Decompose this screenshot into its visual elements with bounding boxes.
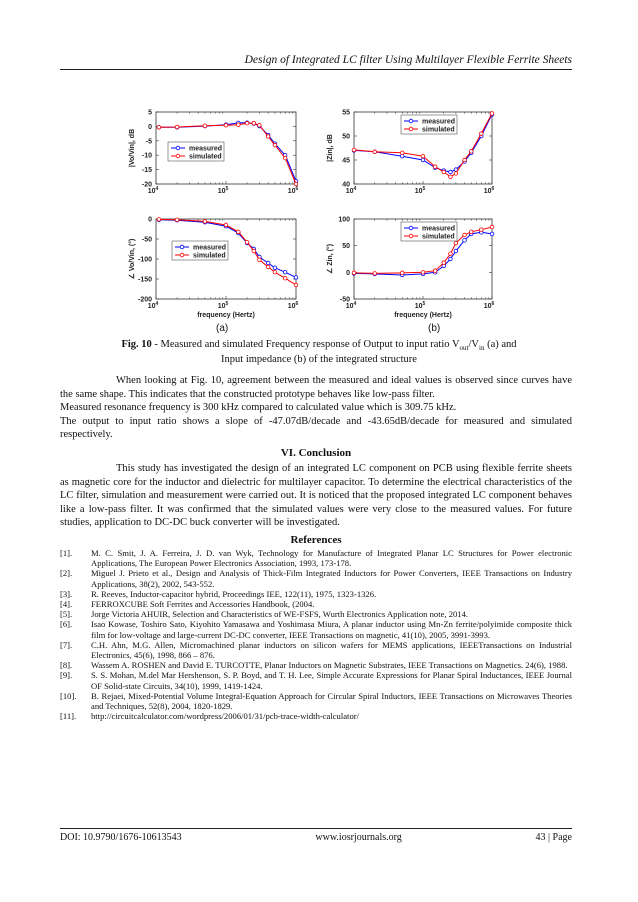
y-tick-label: -150 xyxy=(137,276,152,284)
data-point-simulated xyxy=(245,240,249,244)
legend-label: simulated xyxy=(422,126,455,134)
data-point-simulated xyxy=(237,230,241,234)
results-line-1: When looking at Fig. 10, agreement between the measured and ideal values is observed since curves have the same shape. This indicates that the constructed prototype behaves like low-pass filter. xyxy=(60,375,572,400)
data-point-simulated xyxy=(442,261,446,265)
legend-label: measured xyxy=(193,244,227,252)
data-point-simulated xyxy=(273,143,277,147)
data-point-measured xyxy=(273,266,277,270)
y-axis-label: ∠ Zin, (°) xyxy=(327,243,334,275)
reference-text: B. Rejaei, Mixed-Potential Volume Integral-Equation Approach for Circular Spiral Inductors, IEEE Transactions on Microwaves Theories and Techniques, 52(8), 2004, 1820-1829. xyxy=(91,690,572,712)
data-point-simulated xyxy=(433,165,437,169)
reference-number: [11]. xyxy=(60,711,77,722)
x-tick-label: $10^4$ xyxy=(345,186,357,195)
chart-ratio-phase xyxy=(128,217,299,320)
page-footer xyxy=(60,828,572,843)
y-tick-label: -50 xyxy=(339,296,350,304)
reference-item xyxy=(60,589,572,599)
sublabel-b: (b) xyxy=(428,323,441,334)
data-point-measured xyxy=(294,276,298,280)
data-point-simulated xyxy=(203,220,207,224)
data-point-simulated xyxy=(258,123,262,127)
reference-number: [5]. xyxy=(60,609,73,620)
y-tick-label: -15 xyxy=(141,167,152,175)
x-tick-label: $10^5$ xyxy=(414,186,426,195)
data-point-simulated xyxy=(480,132,484,136)
y-tick-label: 5 xyxy=(148,109,152,117)
legend-label: simulated xyxy=(189,153,222,161)
conclusion-text: This study has investigated the design of an integrated LC component on PCB using flexible ferrite sheets as magnetic core for the inductor and dielectric for multilayer capacitor. To determine the electrical characteristics of the LC filter, simulation and measurement were carried out. It is noticed that the proposed integrated LC component behaves like a low-pass filter. It was confirmed that the simulated values were very close to the measured values. For future studies, application to DC-DC buck converter will be investigated. xyxy=(60,463,572,528)
x-axis-label: frequency (Hertz) xyxy=(197,312,255,319)
data-point-simulated xyxy=(421,154,425,158)
data-point-simulated xyxy=(175,218,179,222)
reference-item xyxy=(60,670,572,690)
caption-line-2: Input impedance (b) of the integrated structure xyxy=(221,354,417,366)
legend-marker xyxy=(180,253,184,257)
x-tick-label: $10^6$ xyxy=(287,301,299,310)
data-point-simulated xyxy=(421,271,425,275)
x-tick-label: $10^5$ xyxy=(217,301,229,310)
y-tick-label: -5 xyxy=(145,138,152,146)
reference-item xyxy=(60,609,572,619)
reference-number: [8]. xyxy=(60,660,73,671)
reference-item xyxy=(60,640,572,660)
results-paragraph xyxy=(60,374,572,442)
data-point-simulated xyxy=(449,175,453,179)
caption-text2: (a) and xyxy=(484,339,517,350)
data-point-simulated xyxy=(224,223,228,227)
x-tick-label: $10^6$ xyxy=(483,301,495,310)
data-point-simulated xyxy=(224,123,228,127)
running-header xyxy=(60,54,572,70)
data-point-simulated xyxy=(400,151,404,155)
legend-marker xyxy=(176,154,180,158)
reference-list xyxy=(60,548,572,721)
reference-number: [3]. xyxy=(60,588,73,599)
y-tick-label: 55 xyxy=(342,109,350,117)
reference-number: [2]. xyxy=(60,568,73,579)
data-point-simulated xyxy=(203,124,207,128)
data-point-simulated xyxy=(454,172,458,176)
y-tick-label: -20 xyxy=(141,181,152,189)
data-point-simulated xyxy=(400,271,404,275)
data-point-simulated xyxy=(352,271,356,275)
x-axis-label: frequency (Hertz) xyxy=(394,312,452,319)
reference-item xyxy=(60,548,572,568)
y-tick-label: 40 xyxy=(342,181,350,189)
data-point-simulated xyxy=(283,276,287,280)
footer-page: 43 | Page xyxy=(535,832,572,843)
x-tick-label: $10^5$ xyxy=(414,301,426,310)
data-point-simulated xyxy=(252,249,256,253)
data-point-measured xyxy=(449,170,453,174)
legend-marker xyxy=(176,146,180,150)
reference-item xyxy=(60,691,572,711)
y-tick-label: -50 xyxy=(141,236,152,244)
section-title-conclusion: VI. Conclusion xyxy=(280,447,352,459)
y-axis-label: ∠ Vo/Vin, (°) xyxy=(129,238,136,280)
data-point-measured xyxy=(463,239,467,243)
reference-item xyxy=(60,660,572,670)
caption-text: - Measured and simulated Frequency response of Output to input ratio V xyxy=(151,339,460,350)
y-axis-label: |Vo/Vin|, dB xyxy=(129,128,136,168)
y-tick-label: 50 xyxy=(342,243,350,251)
data-point-simulated xyxy=(283,156,287,160)
chart-impedance-mag xyxy=(327,110,495,196)
reference-item xyxy=(60,619,572,639)
legend-marker xyxy=(409,119,413,123)
reference-number: [10]. xyxy=(60,690,77,701)
data-point-simulated xyxy=(449,252,453,256)
data-point-simulated xyxy=(469,230,473,234)
data-point-simulated xyxy=(266,135,270,139)
data-point-simulated xyxy=(490,112,494,116)
data-point-simulated xyxy=(273,270,277,274)
chart-impedance-phase xyxy=(326,217,495,320)
reference-text: M. C. Smit, J. A. Ferreira, J. D. van Wyk, Technology for Manufacture of Integrated Planar LC Structures for Power electronic Applications, The European Power Electronics Association, 1993, 173-178. xyxy=(91,548,572,569)
reference-text: Jorge Victoria AHUIR, Selection and Characteristics of WE-FSFS, Wurth Electronics Application note, 2014. xyxy=(91,609,469,620)
y-tick-label: -200 xyxy=(137,296,152,304)
results-line-3: The output to input ratio shows a slope of -47.07dB/decade and -43.65dB/decade for measured and simulated respectively. xyxy=(60,415,572,440)
y-tick-label: 0 xyxy=(346,269,350,277)
figure-caption xyxy=(100,339,538,366)
y-tick-label: 0 xyxy=(148,123,152,131)
data-point-simulated xyxy=(294,182,298,186)
data-point-simulated xyxy=(294,283,298,287)
data-point-measured xyxy=(283,270,287,274)
data-point-simulated xyxy=(175,125,179,129)
reference-text: C.H. Ahn, M.G. Allen, Micromachined planar inductors on silicon wafers for MEMS applications, IEEETransactions on Industrial Electronics, 45(6), 1998, 866 – 876. xyxy=(91,639,572,661)
data-point-simulated xyxy=(352,148,356,152)
reference-number: [7]. xyxy=(60,639,73,650)
reference-text: Isao Kowase, Toshiro Sato, Kiyohito Yamasawa and Yoshimasa Miura, A planar inductor using Mn-Zn ferrite/polyimide composite thick film for low-voltage and large-current DC-DC converter, IEEE Transactions on magnetic, 41(10), 2005, 3991-3993. xyxy=(91,619,572,640)
legend-label: measured xyxy=(422,225,456,233)
y-tick-label: -100 xyxy=(137,256,152,264)
footer-site: www.iosrjournals.org xyxy=(315,832,402,843)
x-tick-label: $10^4$ xyxy=(147,301,159,310)
reference-text: Wassem A. ROSHEN and David E. TURCOTTE, Planar Inductors on Magnetic Substrates, IEEE Transactions on Magnetics. 24(6), 1988. xyxy=(91,660,568,671)
data-point-measured xyxy=(449,257,453,261)
reference-text: R. Reeves, Inductor-capacitor hybrid, Proceedings IEE, 122(11), 1975, 1323-1326. xyxy=(91,588,377,599)
data-point-simulated xyxy=(463,158,467,162)
data-point-measured xyxy=(266,261,270,265)
x-tick-label: $10^4$ xyxy=(345,301,357,310)
data-point-simulated xyxy=(373,272,377,276)
chart-ratio-mag xyxy=(129,110,299,196)
references-title: References xyxy=(290,534,342,546)
reference-text: Miguel J. Prieto et al., Design and Analysis of Thick-Film Integrated Inductors for Power Converters, IEEE Transactions on Industry Applications, 38(2), 2002, 543-552. xyxy=(91,568,572,589)
data-point-simulated xyxy=(442,170,446,174)
legend-marker xyxy=(409,234,413,238)
conclusion-paragraph xyxy=(60,462,572,530)
x-tick-label: $10^4$ xyxy=(147,186,159,195)
data-point-simulated xyxy=(266,265,270,269)
data-point-simulated xyxy=(433,269,437,273)
legend-marker xyxy=(180,245,184,249)
reference-number: [1]. xyxy=(60,548,73,558)
legend-label: measured xyxy=(189,145,223,153)
data-point-measured xyxy=(454,249,458,253)
figure-10 xyxy=(0,95,638,327)
reference-number: [9]. xyxy=(60,670,73,681)
y-tick-label: 100 xyxy=(338,216,350,224)
reference-item xyxy=(60,599,572,609)
reference-item xyxy=(60,711,572,721)
legend-label: measured xyxy=(422,118,456,126)
reference-item xyxy=(60,568,572,588)
caption-label: Fig. 10 xyxy=(121,339,152,350)
caption-sub-in: in xyxy=(479,344,485,353)
x-tick-label: $10^6$ xyxy=(287,186,299,195)
caption-mid: /V xyxy=(468,339,479,350)
data-point-measured xyxy=(490,232,494,236)
reference-text[interactable]: http://circuitcalculator.com/wordpress/2006/01/31/pcb-trace-width-calculator/ xyxy=(91,711,359,722)
legend-label: simulated xyxy=(422,233,455,241)
data-point-simulated xyxy=(157,125,161,129)
legend-marker xyxy=(409,226,413,230)
sublabel-a: (a) xyxy=(216,323,229,334)
reference-text: S. S. Mohan, M.del Mar Hershenson, S. P. Boyd, and T. H. Lee, Simple Accurate Expressions for Planar Spiral Inductances, IEEE Journal OF Solid-state Circuits, 34(10), 1999, 1419-1424. xyxy=(91,670,572,691)
data-point-simulated xyxy=(245,121,249,125)
x-tick-label: $10^5$ xyxy=(217,186,229,195)
data-point-simulated xyxy=(373,150,377,154)
legend-label: simulated xyxy=(193,252,226,260)
y-tick-label: 50 xyxy=(342,133,350,141)
running-title: Design of Integrated LC filter Using Multilayer Flexible Ferrite Sheets xyxy=(244,54,572,66)
data-point-simulated xyxy=(480,228,484,232)
data-point-simulated xyxy=(469,150,473,154)
caption-sub-out: out xyxy=(459,344,469,353)
y-axis-label: |Zin|, dB xyxy=(327,134,334,162)
reference-text: FERROXCUBE Soft Ferrites and Accessories Handbook, (2004. xyxy=(91,599,315,610)
data-point-simulated xyxy=(490,225,494,229)
results-line-2: Measured resonance frequency is 300 kHz compared to calculated value which is 309.75 kHz. xyxy=(60,402,457,413)
y-tick-label: 45 xyxy=(342,157,350,165)
legend-marker xyxy=(409,127,413,131)
data-point-simulated xyxy=(454,241,458,245)
footer-doi: DOI: 10.9790/1676-10613543 xyxy=(60,832,182,843)
data-point-simulated xyxy=(258,258,262,262)
data-point-measured xyxy=(421,158,425,162)
reference-number: [4]. xyxy=(60,599,73,610)
reference-number: [6]. xyxy=(60,619,73,630)
data-point-simulated xyxy=(157,218,161,222)
data-point-simulated xyxy=(252,121,256,125)
y-tick-label: -10 xyxy=(141,152,152,160)
x-tick-label: $10^6$ xyxy=(483,186,495,195)
data-point-simulated xyxy=(463,233,467,237)
data-point-simulated xyxy=(237,123,241,127)
y-tick-label: 0 xyxy=(148,216,152,224)
